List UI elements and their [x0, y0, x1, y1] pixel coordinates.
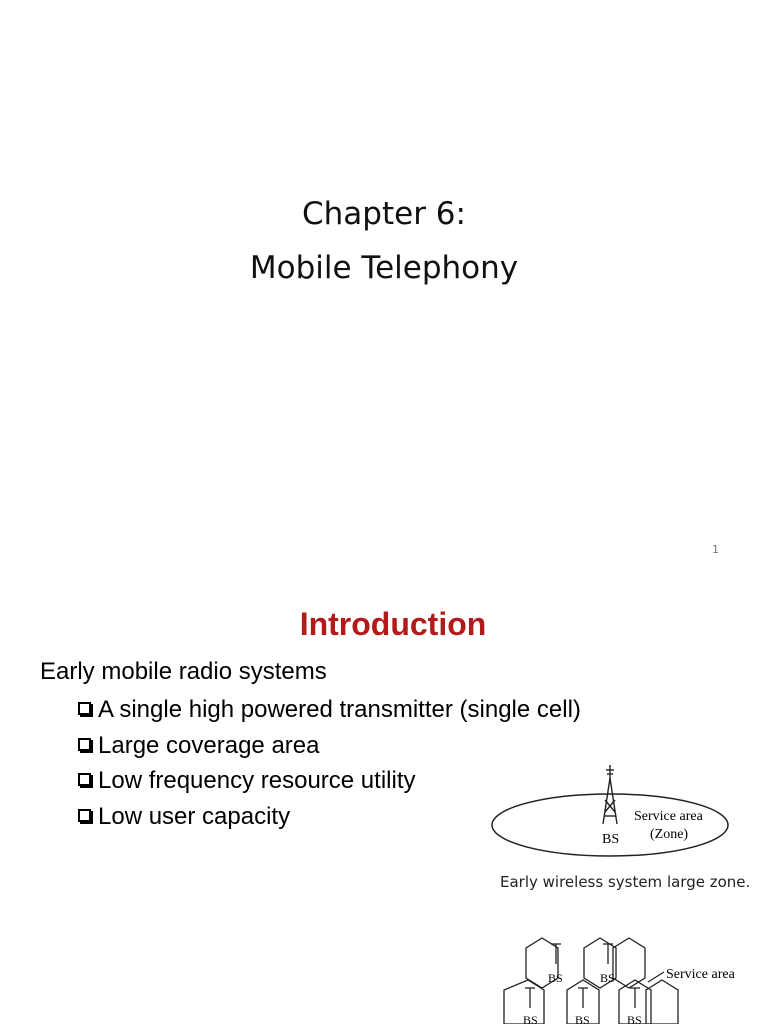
slide-title: Introduction [299, 606, 487, 642]
checkbox-bullet-icon [78, 702, 91, 715]
large-zone-diagram [484, 760, 744, 865]
service-area-label: Service area [666, 967, 735, 982]
service-area-label: Service area [634, 809, 703, 824]
cell-bs-label: BS [600, 971, 615, 985]
checkbox-bullet-icon [78, 773, 91, 786]
cell-bs-label: BS [575, 1013, 590, 1024]
antenna-icon [525, 944, 640, 1008]
slide-number: 1 [712, 543, 719, 556]
checkbox-bullet-icon [78, 809, 91, 822]
cell-bs-label: BS [523, 1013, 538, 1024]
bullet-item: Large coverage area [78, 728, 581, 764]
base-station-label: BS [602, 832, 620, 847]
bullet-item: A single high powered transmitter (single cell) [78, 692, 581, 728]
cell-bs-label: BS [548, 971, 563, 985]
chapter-title: Chapter 6: [302, 196, 466, 232]
cell-bs-label: BS [627, 1013, 642, 1024]
cellular-hexagon-diagram [496, 930, 756, 1024]
lead-text: Early mobile radio systems [40, 658, 327, 685]
chapter-subtitle: Mobile Telephony [249, 250, 519, 286]
figure-caption: Early wireless system large zone. [500, 873, 751, 891]
bullet-item: Low frequency resource utility [78, 763, 581, 799]
cell-hexagon [613, 938, 645, 988]
zone-label: (Zone) [650, 827, 689, 842]
checkbox-bullet-icon [78, 738, 91, 751]
bullet-item: Low user capacity [78, 799, 581, 835]
